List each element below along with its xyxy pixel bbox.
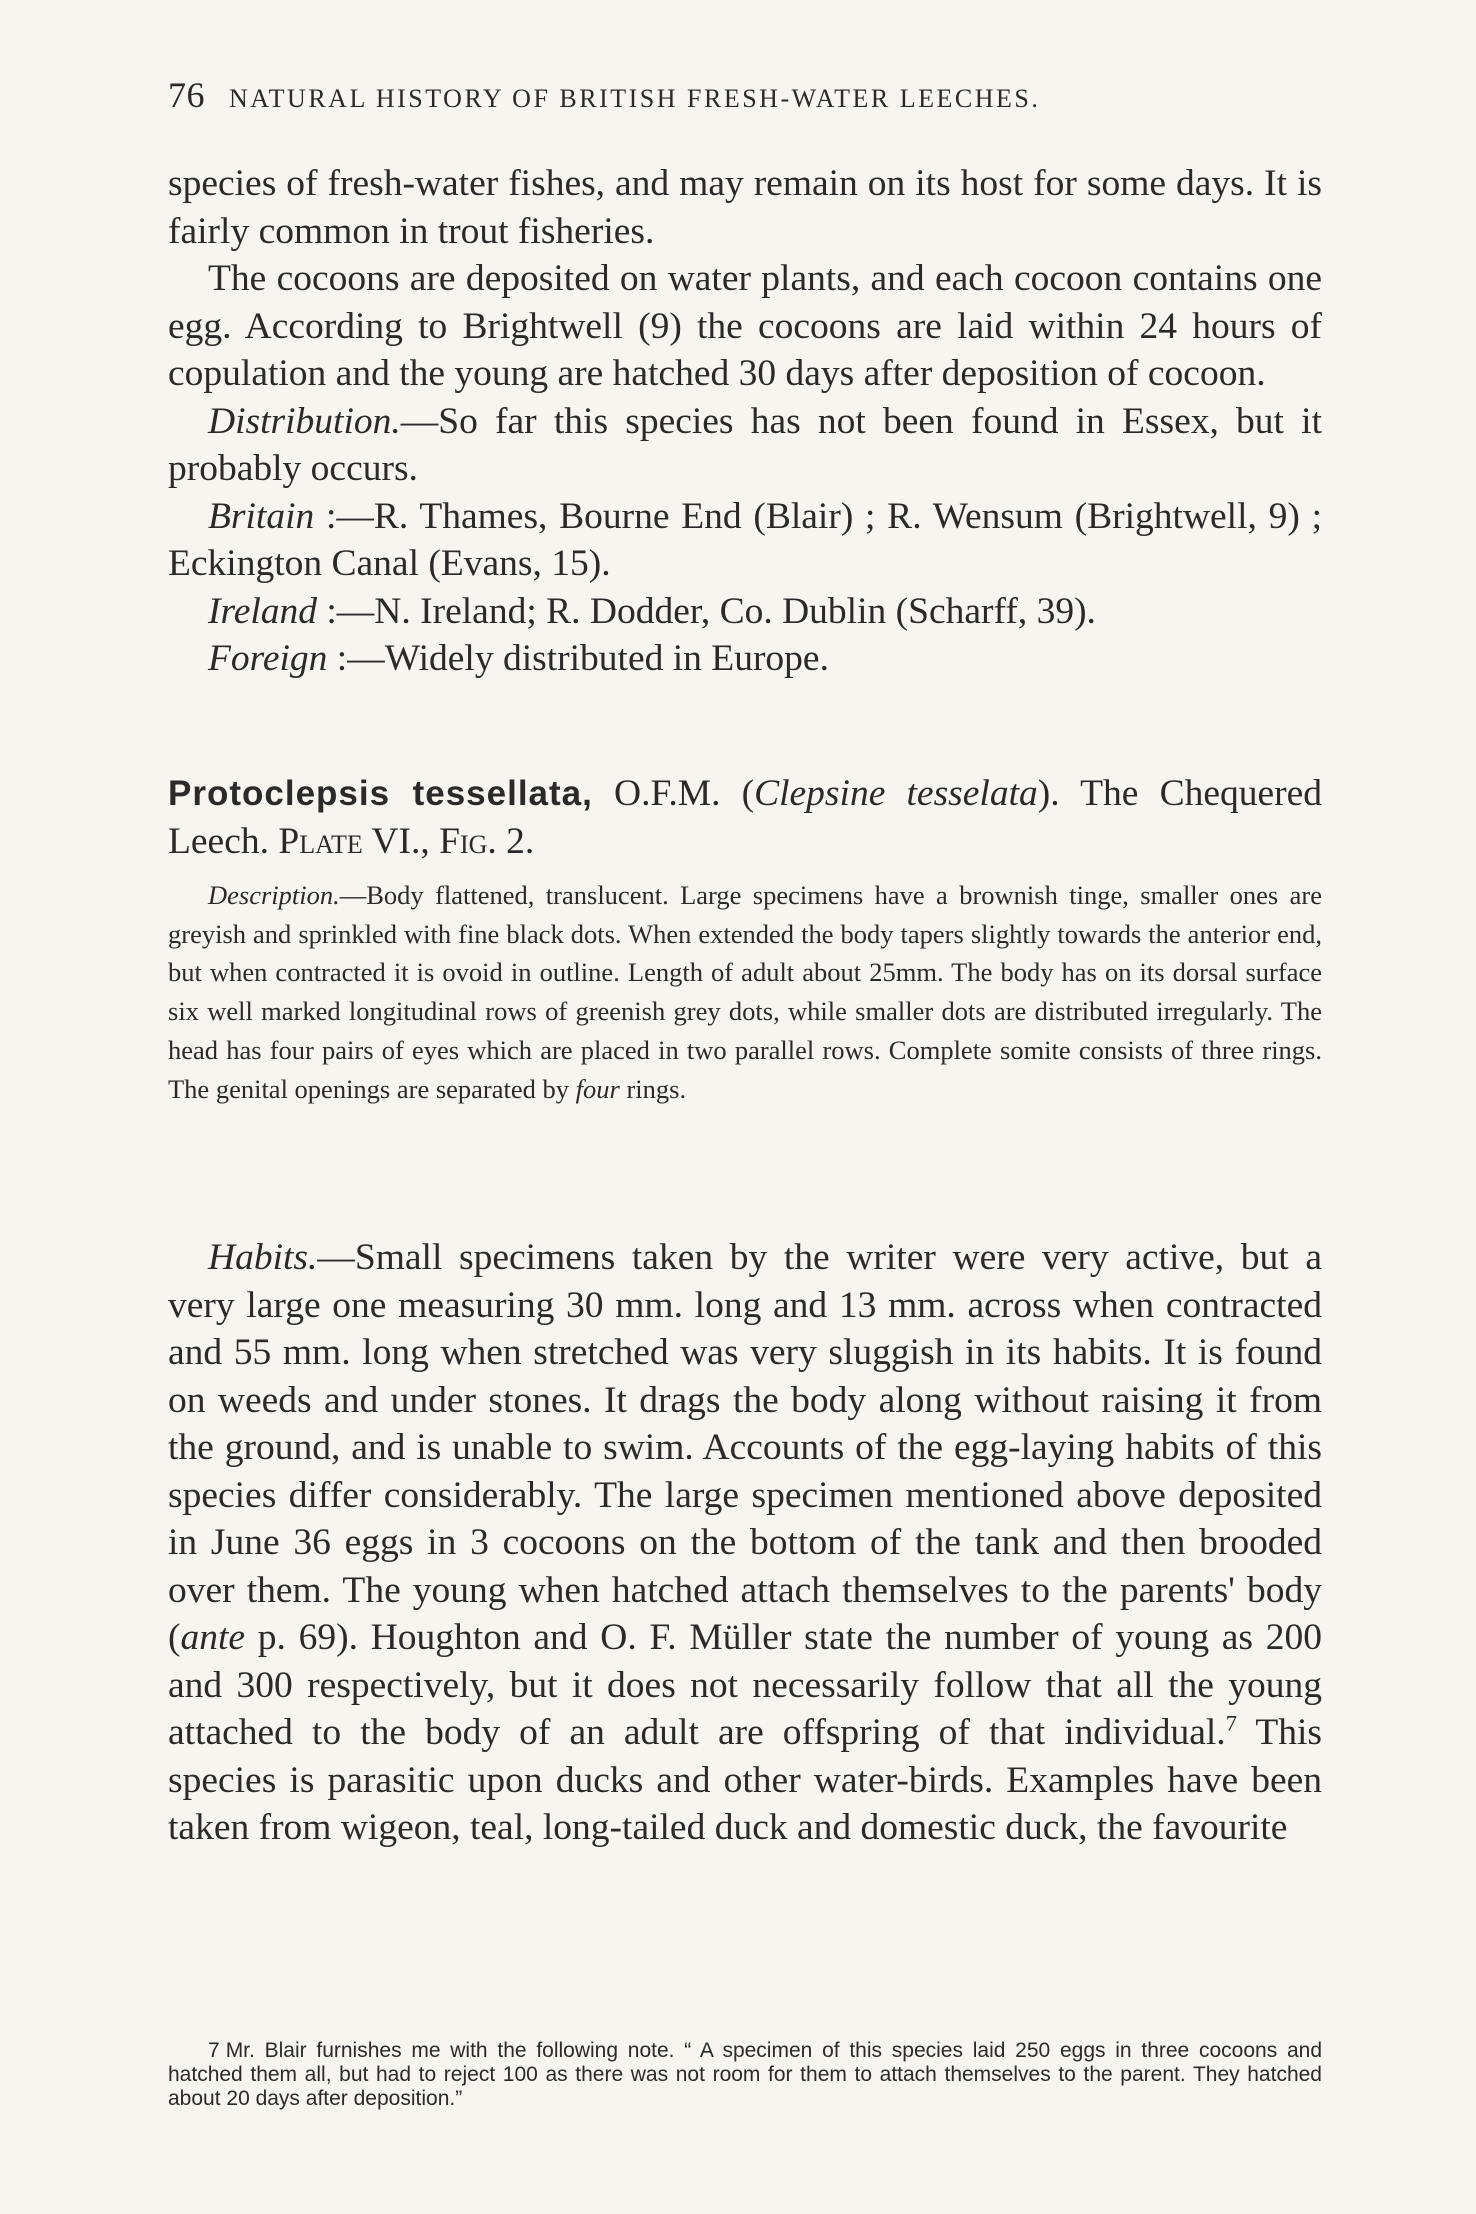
page-number: 76 — [168, 75, 205, 115]
plate-reference: Plate VI., Fig. 2. — [278, 820, 535, 862]
species-name: Protoclepsis tessellata, — [168, 774, 593, 813]
description-text: —Body flattened, translucent. Large specimens have a brownish tinge, smaller ones are greyish and sprinkled with fine black dots. When extended the body tapers slightly towards the anterior end, but when contracted it is ovoid in outline. Length of adult about 25mm. The body has on its dorsal surface six well marked longitudinal rows of greenish grey dots, while smaller dots are distributed irregularly. The head has four pairs of eyes which are placed in two parallel rows. Complete somite consists of three rings. The genital openings are separated by — [168, 880, 1322, 1104]
ireland-label: Ireland — [208, 590, 318, 632]
habits-text-1: —Small specimens taken by the writer were very active, but a very large one measuring 30 mm. long and 13 mm. across when contracted and 55 mm. long when stretched was very sluggish in its habits. It is found on weeds and under stones. It drags the body along without raising it from the ground, and is unable to swim. Accounts of the egg-laying habits of this species differ considerably. The large specimen mentioned above deposited in June 36 eggs in 3 cocoons on the bottom of the tank and then brooded over them. The young when hatched attach themselves to the parents' body ( — [168, 1237, 1322, 1658]
upper-text-block — [168, 160, 1322, 683]
footnote-number: 7 — [208, 2039, 220, 2062]
running-title: NATURAL HISTORY OF BRITISH FRESH-WATER LEECHES. — [229, 84, 1041, 113]
species-authority: O.F.M. ( — [592, 773, 755, 814]
species-common-name: ). The Chequered Leech. — [168, 773, 1323, 862]
habits-block — [168, 1234, 1322, 1852]
habits-text-3: This species is parasitic upon ducks and other water-birds. Examples have been taken from wigeon, teal, long-tailed duck and domestic duck, the favourite — [168, 1712, 1322, 1848]
description-block — [168, 876, 1322, 1108]
distribution-text: —So far this species has not been found in Essex, but it probably occurs. — [168, 400, 1322, 489]
paragraph-cocoons: The cocoons are deposited on water plants, and each cocoon contains one egg. According to Brightwell (9) the cocoons are laid within 24 hours of copulation and the young are hatched 30 days after deposition of cocoon. — [168, 258, 1322, 394]
paragraph-host: species of fresh-water fishes, and may remain on its host for some days. It is fairly common in trout fisheries. — [168, 163, 1322, 252]
foreign-text: :—Widely distributed in Europe. — [336, 638, 829, 679]
habits-ante: ante — [180, 1617, 246, 1658]
ireland-text: :—N. Ireland; R. Dodder, Co. Dublin (Scharff, 39). — [326, 590, 1096, 632]
species-heading — [168, 770, 1322, 865]
description-end: rings. — [619, 1073, 687, 1104]
britain-text: :—R. Thames, Bourne End (Blair) ; R. Wensum (Brightwell, 9) ; Eckington Canal (Evans, 15). — [168, 495, 1322, 584]
paragraph-ireland — [168, 588, 1322, 636]
species-heading-line — [168, 770, 1322, 865]
paragraph-description — [168, 876, 1322, 1108]
running-header — [168, 74, 1318, 116]
paragraph-distribution — [168, 398, 1322, 493]
paragraph-britain — [168, 493, 1322, 588]
paragraph-foreign — [168, 635, 1322, 683]
paragraph-habits — [168, 1234, 1322, 1852]
footnote-text: Mr. Blair furnishes me with the following note. “ A specimen of this species laid 250 eggs in three cocoons and hatched them all, but had to reject 100 as there was not room for them to attach themselves to the parent. They hatched about 20 days after deposition.” — [168, 2039, 1322, 2110]
foreign-label: Foreign — [208, 638, 328, 679]
description-label: Description. — [208, 880, 340, 910]
distribution-label: Distribution. — [208, 400, 401, 442]
habits-label: Habits. — [208, 1237, 318, 1278]
species-synonym: Clepsine tesselata — [754, 773, 1038, 814]
footnote-reference: 7 — [1225, 1710, 1237, 1736]
footnote — [168, 2039, 1322, 2111]
britain-label: Britain — [208, 495, 315, 537]
habits-text-2: p. 69). Houghton and O. F. Müller state the number of young as 200 and 300 respectively, but it does not necessarily follow that all the young attached to the body of an adult are offspring of that individual. — [168, 1617, 1322, 1753]
description-italic-word: four — [575, 1073, 620, 1104]
footnote-paragraph — [168, 2039, 1322, 2111]
